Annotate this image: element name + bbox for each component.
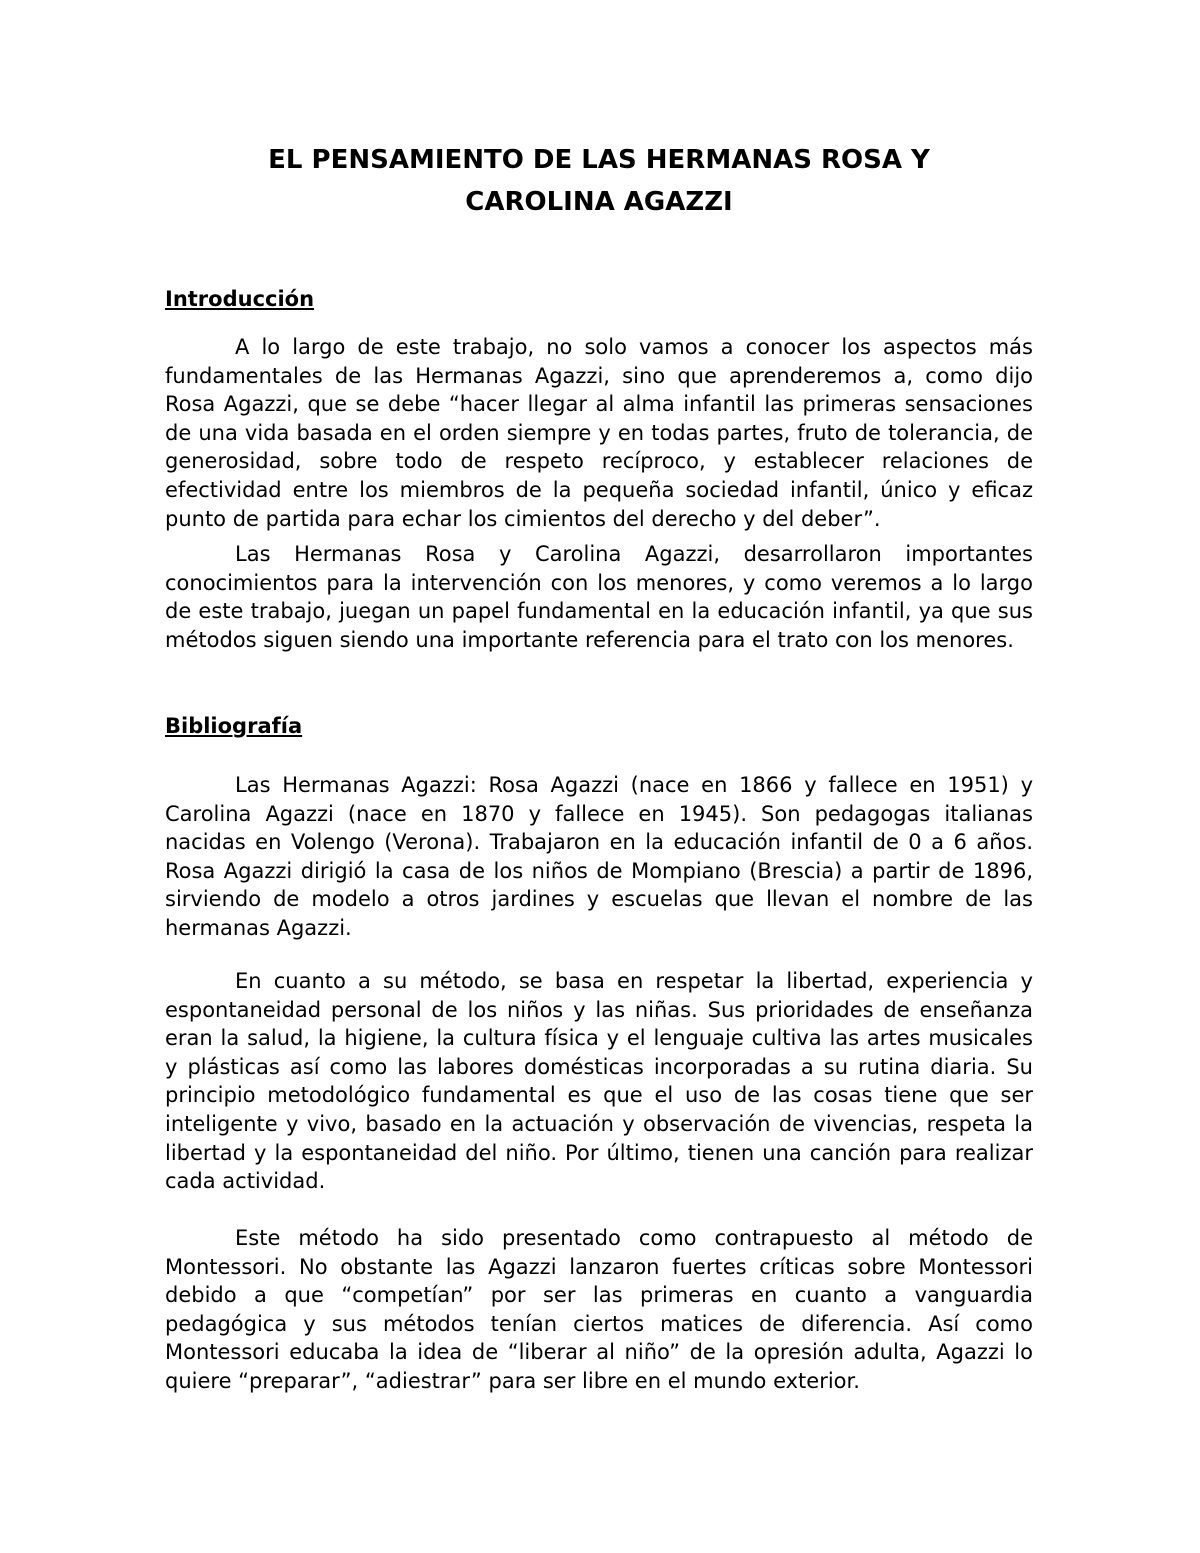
section-heading-introduccion: Introducción: [165, 287, 315, 311]
section-heading-bibliografia: Bibliografía: [165, 714, 303, 738]
bibliography-paragraph-1: Las Hermanas Agazzi: Rosa Agazzi (nace en 1866 y fallece en 1951) y Carolina Agazzi (nace en 1870 y fallece en 1945). Son pedagogas italianas nacidas en Volengo (Verona). Trabajaron en la educación infantil de 0 a 6 años. Rosa Agazzi dirigió la casa de los niños de Mompiano (Brescia) a partir de 1896, sirviendo de modelo a otros jardines y escuelas que llevan el nombre de las hermanas Agazzi.: [165, 773, 1033, 940]
bibliography-paragraph-3: Este método ha sido presentado como contrapuesto al método de Montessori. No obstante las Agazzi lanzaron fuertes críticas sobre Montessori debido a que “competían” por ser las primeras en cuanto a vanguardia pedagógica y sus métodos tenían ciertos matices de diferencia. Así como Montessori educaba la idea de “liberar al niño” de la opresión adulta, Agazzi lo quiere “preparar”, “adiestrar” para ser libre en el mundo exterior.: [165, 1226, 1033, 1393]
intro-paragraph-1: A lo largo de este trabajo, no solo vamos a conocer los aspectos más fundamentales de las Hermanas Agazzi, sino que aprenderemos a, como dijo Rosa Agazzi, que se debe “hacer llegar al alma infantil las primeras sensaciones de una vida basada en el orden siempre y en todas partes, fruto de tolerancia, de generosidad, sobre todo de respeto recíproco, y establecer relaciones de efectividad entre los miembros de la pequeña sociedad infantil, único y eficaz punto de partida para echar los cimientos del derecho y del deber”.: [165, 335, 1033, 531]
intro-paragraph-2: Las Hermanas Rosa y Carolina Agazzi, desarrollaron importantes conocimientos para la intervención con los menores, y como veremos a lo largo de este trabajo, juegan un papel fundamental en la educación infantil, ya que sus métodos siguen siendo una importante referencia para el trato con los menores.: [165, 542, 1033, 652]
page-title-line-1: EL PENSAMIENTO DE LAS HERMANAS ROSA Y: [268, 145, 930, 175]
bibliography-paragraph-2: En cuanto a su método, se basa en respetar la libertad, experiencia y espontaneidad personal de los niños y las niñas. Sus prioridades de enseñanza eran la salud, la higiene, la cultura física y el lenguaje cultiva las artes musicales y plásticas así como las labores domésticas incorporadas a su rutina diaria. Su principio metodológico fundamental es que el uso de las cosas tiene que ser inteligente y vivo, basado en la actuación y observación de vivencias, respeta la libertad y la espontaneidad del niño. Por último, tienen una canción para realizar cada actividad.: [165, 969, 1033, 1194]
page-title-line-2: CAROLINA AGAZZI: [465, 187, 733, 217]
